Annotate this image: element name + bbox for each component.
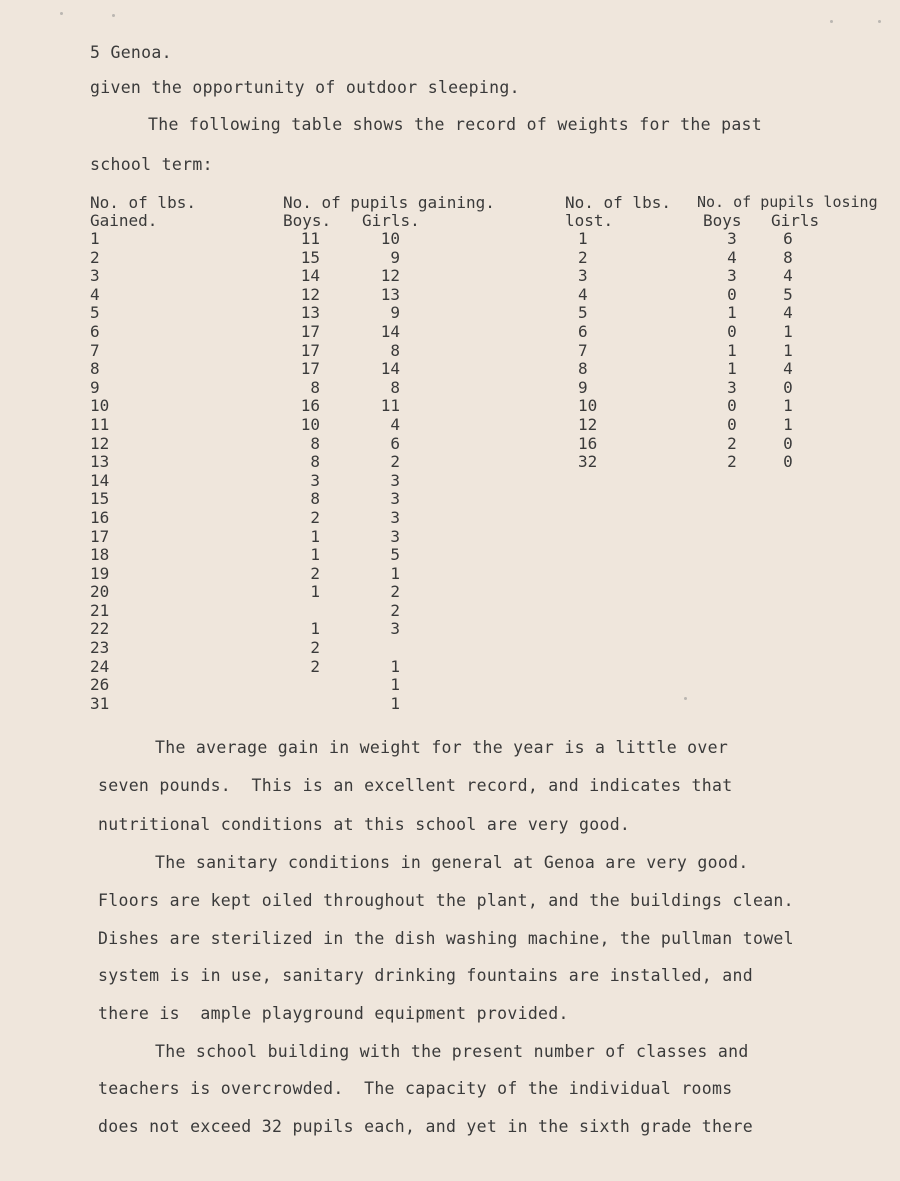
loss-boys-cell: 3 — [727, 377, 737, 397]
gain-lbs-cell: 20 — [90, 582, 110, 602]
gain-boys-cell: 11 — [300, 229, 320, 248]
gain-boys-cell: 1 — [310, 619, 320, 639]
gain-boys-cell — [280, 676, 320, 695]
loss-lbs-column — [578, 230, 618, 472]
gain-boys-cell: 1 — [310, 545, 320, 565]
gain-lbs-cell: 1 — [90, 229, 100, 248]
gain-boys-cell: 15 — [300, 247, 320, 267]
gain-boys-cell: 8 — [310, 489, 320, 509]
paragraph-line: The average gain in weight for the year is a little over — [155, 738, 729, 757]
paragraph-line: Dishes are sterilized in the dish washing machine, the pullman towel — [98, 929, 794, 948]
gain-boys-cell: 14 — [300, 266, 320, 286]
loss-lbs-cell: 8 — [578, 359, 588, 379]
gain-boys-cell: 1 — [310, 582, 320, 602]
loss-girls-cell: 0 — [783, 452, 793, 472]
gain-girls-cell: 8 — [390, 340, 400, 360]
gain-lbs-cell: 11 — [90, 414, 110, 434]
gain-girls-cell: 6 — [390, 433, 400, 453]
intro-line: school term: — [90, 155, 213, 174]
gain-lbs-cell: 17 — [90, 526, 110, 546]
gain-boys-header: Boys. — [283, 211, 332, 230]
loss-girls-cell: 1 — [783, 321, 793, 341]
gain-lbs-cell: 22 — [90, 619, 110, 639]
gain-girls-cell: 3 — [390, 470, 400, 490]
gain-girls-cell: 3 — [390, 489, 400, 509]
gain-lbs-header-2: Gained. — [90, 211, 158, 230]
gain-boys-cell: 17 — [300, 321, 320, 341]
loss-boys-cell: 0 — [727, 321, 737, 341]
loss-lbs-cell: 32 — [578, 452, 598, 472]
gain-lbs-cell: 2 — [90, 247, 100, 267]
gain-lbs-column — [90, 230, 140, 713]
gain-boys-cell: 8 — [310, 433, 320, 453]
gain-lbs-cell: 23 — [90, 638, 110, 658]
paragraph-line: Floors are kept oiled throughout the plant, and the buildings clean. — [98, 891, 794, 910]
loss-lbs-cell: 5 — [578, 303, 588, 323]
gain-boys-cell: 12 — [300, 284, 320, 304]
paper-speck — [830, 20, 833, 23]
gain-lbs-cell: 26 — [90, 675, 110, 695]
gain-lbs-cell: 5 — [90, 303, 100, 323]
loss-lbs-cell: 12 — [578, 414, 598, 434]
gain-girls-cell: 9 — [390, 247, 400, 267]
loss-boys-cell: 0 — [727, 396, 737, 416]
gain-boys-cell: 1 — [310, 526, 320, 546]
gain-lbs-cell: 10 — [90, 396, 110, 416]
gain-girls-cell: 3 — [390, 619, 400, 639]
paper-speck — [112, 14, 115, 17]
paragraph-line: seven pounds. This is an excellent record, and indicates that — [98, 776, 733, 795]
paper-speck — [684, 697, 687, 700]
gain-girls-column — [365, 230, 400, 713]
loss-boys-header: Boys — [703, 211, 742, 230]
loss-girls-cell: 0 — [783, 433, 793, 453]
gain-girls-cell: 8 — [390, 377, 400, 397]
loss-lbs-cell: 3 — [578, 266, 588, 286]
loss-lbs-cell: 7 — [578, 340, 588, 360]
gain-boys-cell: 2 — [310, 656, 320, 676]
gain-boys-cell: 8 — [310, 377, 320, 397]
gain-girls-cell: 2 — [390, 582, 400, 602]
loss-girls-cell: 4 — [783, 266, 793, 286]
loss-boys-cell: 1 — [727, 340, 737, 360]
gain-lbs-cell: 3 — [90, 266, 100, 286]
gain-boys-cell: 17 — [300, 359, 320, 379]
gain-girls-cell: 1 — [390, 563, 400, 583]
gain-boys-cell: 16 — [300, 396, 320, 416]
loss-girls-cell: 1 — [783, 414, 793, 434]
gain-boys-cell: 10 — [300, 414, 320, 434]
loss-boys-cell: 0 — [727, 284, 737, 304]
gain-lbs-cell: 4 — [90, 284, 100, 304]
gain-lbs-cell: 31 — [90, 693, 110, 713]
gain-lbs-cell: 9 — [90, 377, 100, 397]
loss-boys-cell: 0 — [727, 414, 737, 434]
loss-lbs-cell: 6 — [578, 321, 588, 341]
paragraph-line: The school building with the present number of classes and — [155, 1042, 749, 1061]
loss-girls-cell: 8 — [783, 247, 793, 267]
loss-girls-cell: 6 — [783, 229, 793, 248]
gain-lbs-cell: 15 — [90, 489, 110, 509]
paragraph-line: nutritional conditions at this school are very good. — [98, 815, 631, 834]
loss-lbs-cell: 2 — [578, 247, 588, 267]
gain-lbs-cell: 7 — [90, 340, 100, 360]
loss-group-header: No. of pupils losing — [697, 193, 878, 211]
gain-girls-cell — [365, 639, 400, 658]
gain-boys-cell: 17 — [300, 340, 320, 360]
loss-girls-cell: 4 — [783, 303, 793, 323]
loss-lbs-cell: 9 — [578, 377, 588, 397]
gain-lbs-cell: 13 — [90, 452, 110, 472]
gain-boys-cell: 2 — [310, 638, 320, 658]
gain-girls-cell: 14 — [380, 321, 400, 341]
gain-girls-cell: 11 — [380, 396, 400, 416]
gain-lbs-cell: 6 — [90, 321, 100, 341]
gain-girls-cell: 1 — [390, 656, 400, 676]
loss-girls-cell: 5 — [783, 284, 793, 304]
loss-girls-cell: 1 — [783, 340, 793, 360]
gain-girls-cell: 1 — [390, 693, 400, 713]
paper-speck — [60, 12, 63, 15]
loss-boys-cell: 3 — [727, 266, 737, 286]
gain-girls-cell: 2 — [390, 600, 400, 620]
loss-boys-column — [718, 230, 746, 472]
gain-lbs-cell: 12 — [90, 433, 110, 453]
loss-boys-cell: 2 — [727, 452, 737, 472]
gain-girls-cell: 5 — [390, 545, 400, 565]
loss-boys-cell: 2 — [727, 433, 737, 453]
gain-girls-cell: 3 — [390, 526, 400, 546]
loss-lbs-cell: 10 — [578, 396, 598, 416]
loss-lbs-cell: 1 — [578, 229, 588, 248]
gain-lbs-cell: 8 — [90, 359, 100, 379]
loss-lbs-cell: 16 — [578, 433, 598, 453]
loss-girls-cell: 1 — [783, 396, 793, 416]
gain-boys-cell: 2 — [310, 563, 320, 583]
intro-line: given the opportunity of outdoor sleeping. — [90, 78, 520, 97]
gain-girls-cell: 14 — [380, 359, 400, 379]
gain-girls-cell: 3 — [390, 507, 400, 527]
gain-boys-cell: 8 — [310, 452, 320, 472]
gain-lbs-cell: 21 — [90, 600, 110, 620]
gain-girls-cell: 12 — [380, 266, 400, 286]
page-header: 5 Genoa. — [90, 43, 172, 62]
loss-boys-cell: 1 — [727, 303, 737, 323]
gain-boys-cell: 13 — [300, 303, 320, 323]
gain-lbs-cell: 14 — [90, 470, 110, 490]
gain-girls-header: Girls. — [362, 211, 420, 230]
gain-lbs-cell: 19 — [90, 563, 110, 583]
loss-girls-column — [774, 230, 802, 472]
gain-girls-cell: 4 — [390, 414, 400, 434]
gain-boys-cell — [280, 602, 320, 621]
gain-girls-cell: 9 — [390, 303, 400, 323]
gain-boys-cell: 3 — [310, 470, 320, 490]
loss-girls-cell: 4 — [783, 359, 793, 379]
gain-girls-cell: 2 — [390, 452, 400, 472]
loss-lbs-cell: 4 — [578, 284, 588, 304]
intro-line: The following table shows the record of weights for the past — [148, 115, 763, 134]
gain-girls-cell: 1 — [390, 675, 400, 695]
paper-speck — [878, 20, 881, 23]
loss-boys-cell: 1 — [727, 359, 737, 379]
paragraph-line: there is ample playground equipment provided. — [98, 1004, 569, 1023]
gain-lbs-cell: 16 — [90, 507, 110, 527]
gain-girls-cell: 13 — [380, 284, 400, 304]
gain-lbs-cell: 24 — [90, 656, 110, 676]
paragraph-line: teachers is overcrowded. The capacity of the individual rooms — [98, 1079, 733, 1098]
loss-lbs-header: No. of lbs. — [565, 193, 671, 212]
gain-boys-cell: 2 — [310, 507, 320, 527]
paragraph-line: The sanitary conditions in general at Genoa are very good. — [155, 853, 749, 872]
loss-girls-header: Girls — [771, 211, 820, 230]
loss-lbs-header-2: lost. — [565, 211, 614, 230]
gain-lbs-cell: 18 — [90, 545, 110, 565]
gain-group-header: No. of pupils gaining. — [283, 193, 495, 212]
gain-boys-cell — [280, 695, 320, 714]
gain-girls-cell: 10 — [380, 229, 400, 248]
loss-boys-cell: 4 — [727, 247, 737, 267]
gain-boys-column — [280, 230, 320, 713]
loss-boys-cell: 3 — [727, 229, 737, 248]
paragraph-line: does not exceed 32 pupils each, and yet in the sixth grade there — [98, 1117, 753, 1136]
loss-girls-cell: 0 — [783, 377, 793, 397]
paragraph-line: system is in use, sanitary drinking fountains are installed, and — [98, 966, 753, 985]
gain-lbs-header: No. of lbs. — [90, 193, 196, 212]
